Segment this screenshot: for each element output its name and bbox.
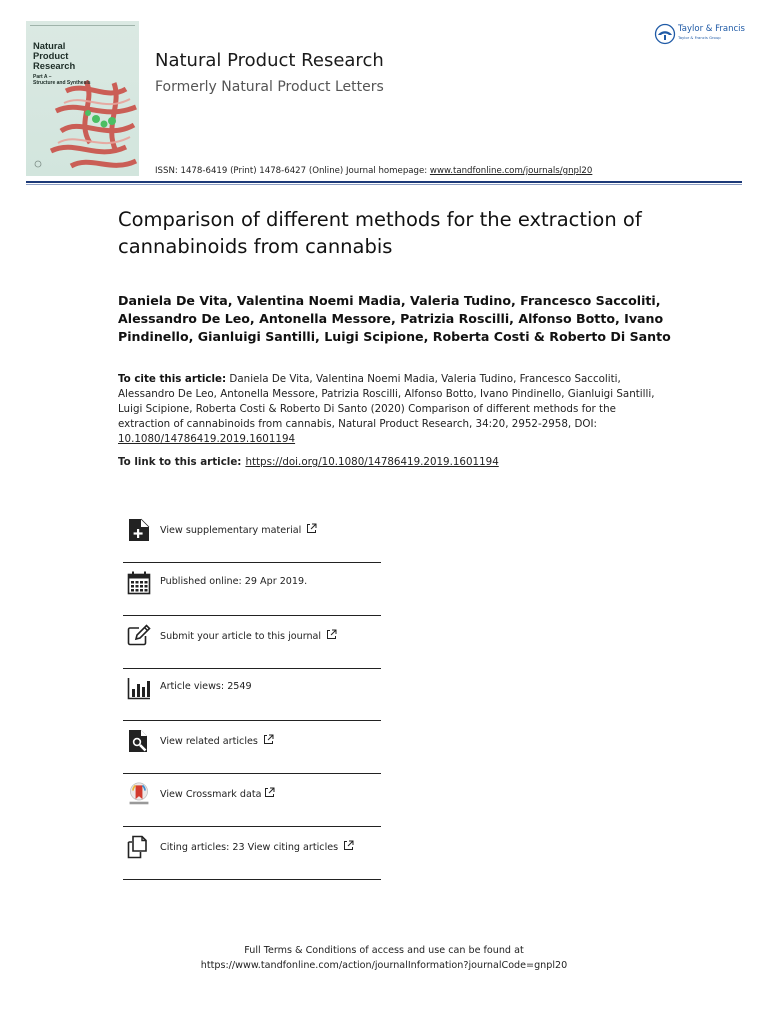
terms-url[interactable]: https://www.tandfonline.com/action/journalInformation?journalCode=gnpl20	[200, 960, 568, 971]
document-search-icon	[127, 729, 151, 753]
cover-part-line: Part A –	[33, 74, 52, 80]
terms-footer	[0, 943, 768, 973]
link-label	[160, 523, 317, 536]
link-label: To link to this article:	[118, 456, 242, 468]
doi-link[interactable]: 10.1080/14786419.2019.1601194	[118, 433, 296, 445]
link-text: View related articles	[160, 736, 258, 747]
cover-part-line: Structure and Synthesis	[33, 80, 91, 86]
cite-label: To cite this article:	[118, 373, 227, 385]
article-views-item	[123, 676, 381, 728]
row-divider	[123, 562, 381, 563]
row-divider	[123, 773, 381, 774]
row-divider	[123, 668, 381, 669]
article-views-text: Article views: 2549	[160, 681, 252, 692]
article-link-block	[118, 455, 678, 470]
publisher-group: Taylor & Francis Group	[678, 35, 721, 40]
link-label	[160, 734, 274, 747]
row-divider	[123, 879, 381, 880]
citation-text: Daniela De Vita, Valentina Noemi Madia, Valeria Tudino, Francesco Saccoliti, Alessandro De Leo, Antonella Messore, Patrizia Roscilli, Alfonso Botto, Ivano Pindinello, Gianluigi Santilli, Luigi Scipione, Roberta Costi & Roberto Di Santo (2020) Comparison of different methods for the extraction of cannabinoids from cannabis, Natural Product Research, 34:20, 2952-2958, DOI:	[118, 373, 655, 430]
view-supplementary-material-link[interactable]	[123, 518, 381, 570]
published-online-text: Published online: 29 Apr 2019.	[160, 576, 308, 587]
calendar-icon	[127, 571, 151, 595]
cover-title-line: Product	[33, 50, 69, 61]
external-link-icon	[326, 629, 337, 640]
author-list: Daniela De Vita, Valentina Noemi Madia, Valeria Tudino, Francesco Saccoliti, Alessandro De Leo, Antonella Messore, Patrizia Roscilli, Alfonso Botto, Ivano Pindinello, Gianluigi Santilli, Luigi Scipione, Roberta Costi & Roberto Di Santo	[118, 293, 671, 344]
external-link-icon	[263, 734, 274, 745]
journal-title: Natural Product Research	[155, 50, 384, 71]
citation-block	[118, 372, 663, 447]
bar-chart-icon	[127, 676, 151, 700]
header-divider-thin	[26, 184, 742, 185]
journal-subtitle: Formerly Natural Product Letters	[155, 79, 384, 95]
document-plus-icon	[127, 518, 151, 542]
link-label	[160, 629, 337, 642]
link-text: Submit your article to this journal	[160, 631, 322, 642]
issn-line	[155, 166, 592, 176]
citing-articles-icon	[127, 835, 151, 859]
edit-icon	[127, 624, 151, 648]
article-doi-url[interactable]: https://doi.org/10.1080/14786419.2019.1601194	[245, 456, 499, 468]
terms-text: Full Terms & Conditions of access and use can be found at	[244, 945, 524, 956]
publisher-name: Taylor & Francis	[678, 24, 745, 34]
link-text: View supplementary material	[160, 525, 302, 536]
journal-cover-image	[26, 21, 139, 176]
external-link-icon	[343, 840, 354, 851]
publisher-logo[interactable]	[654, 22, 746, 46]
journal-homepage-link[interactable]: www.tandfonline.com/journals/gnpl20	[429, 166, 593, 176]
header-divider	[26, 181, 742, 183]
cover-part	[33, 74, 103, 86]
link-text: Citing articles: 23 View citing articles	[160, 842, 339, 853]
row-divider	[123, 720, 381, 721]
cover-title	[33, 41, 93, 71]
cover-title-line: Natural	[33, 40, 66, 51]
published-online-item	[123, 571, 381, 623]
submit-article-link[interactable]	[123, 624, 381, 676]
crossmark-icon	[127, 782, 151, 806]
issn-text: ISSN: 1478-6419 (Print) 1478-6427 (Online) Journal homepage:	[155, 166, 430, 176]
article-title: Comparison of different methods for the extraction of cannabinoids from cannabis	[118, 208, 642, 258]
link-label	[160, 787, 275, 800]
link-text: View Crossmark data	[160, 789, 262, 800]
external-link-icon	[264, 787, 275, 798]
citing-articles-link[interactable]	[123, 835, 381, 887]
row-divider	[123, 615, 381, 616]
view-related-articles-link[interactable]	[123, 729, 381, 781]
external-link-icon	[306, 523, 317, 534]
cover-title-line: Research	[33, 60, 76, 71]
publisher-logo-icon	[654, 23, 676, 45]
link-label	[160, 840, 354, 853]
row-divider	[123, 826, 381, 827]
view-crossmark-link[interactable]	[123, 782, 381, 834]
